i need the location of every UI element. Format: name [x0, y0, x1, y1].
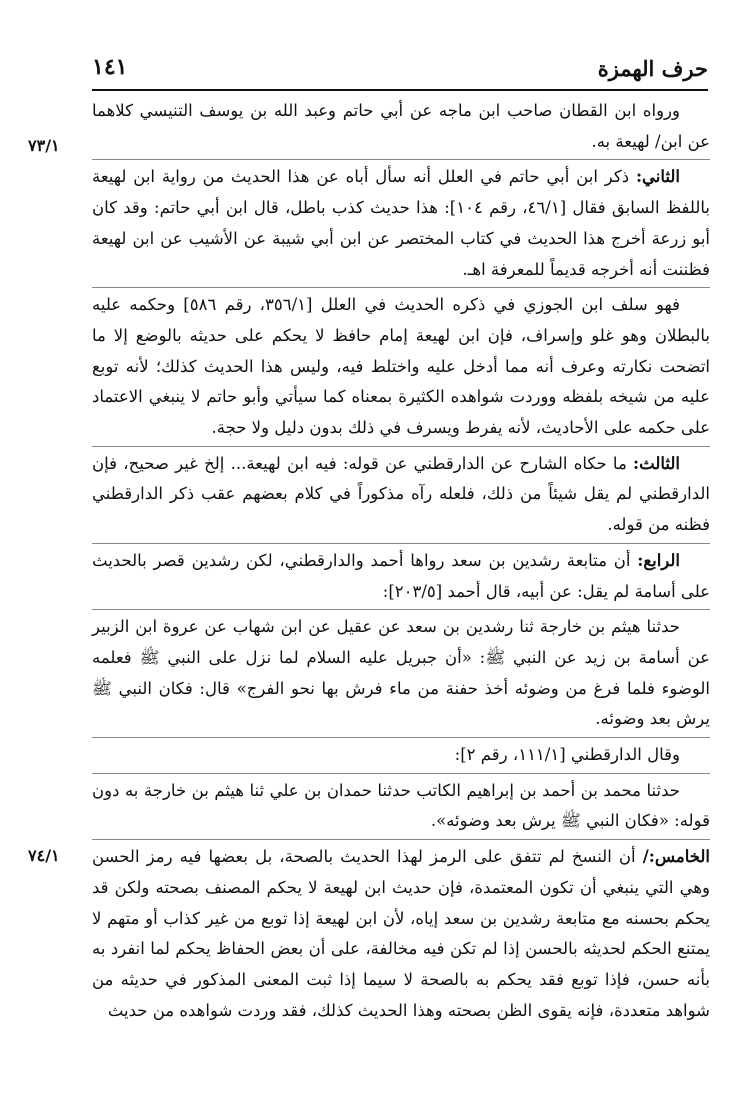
paragraph-4-label: الثالث: — [633, 453, 680, 473]
paragraph-divider — [92, 159, 710, 160]
paragraph-5-text: أن متابعة رشدين بن سعد رواها أحمد والدارقطني، لكن رشدين قصر بالحديث على أسامة لم يقل: عن أبيه، قال أحمد [٢٠٣/٥]: — [92, 550, 710, 601]
main-text — [92, 96, 710, 1026]
paragraph-divider — [92, 737, 710, 738]
paragraph-9 — [92, 842, 710, 1026]
paragraph-2 — [92, 162, 710, 285]
paragraph-7: وقال الدارقطني [١١١/١، رقم ٢]: — [454, 745, 680, 765]
paragraph-divider — [92, 287, 710, 288]
paragraph-8: حدثنا محمد بن أحمد بن إبراهيم الكاتب حدثنا حمدان بن علي ثنا هيثم بن خارجة به دون قوله: «فكان النبي ﷺ يرش بعد وضوئه». — [92, 780, 710, 831]
paragraph-5 — [92, 546, 710, 607]
page-header — [92, 52, 708, 86]
paragraph-2-text: ذكر ابن أبي حاتم في العلل أنه سأل أباه عن هذا الحديث من رواية ابن لهيعة باللفظ السابق فقال [٤٦/١، رقم ١٠٤]: هذا حديث كذب باطل، قال ابن أبي حاتم: وقد كان أبو زرعة أخرج هذا الحديث في كتاب المختصر عن ابن أبي شيبة عن الأشيب عن ابن لهيعة فظننت أنه أخرجه قديماً للمعرفة اهـ. — [92, 167, 710, 279]
paragraph-divider — [92, 446, 710, 447]
chapter-title: حرف الهمزة — [597, 56, 708, 81]
paragraph-6: حدثنا هيثم بن خارجة ثنا رشدين بن سعد عن عقيل عن ابن شهاب عن عروة ابن الزبير عن أسامة بن زيد عن النبي ﷺ: «أن جبريل عليه السلام لما نزل على النبي ﷺ فعلمه الوضوء فلما فرغ من وضوئه أخذ حفنة من ماء فرش بها نحو الفرج» قال: فكان النبي ﷺ يرش بعد وضوئه. — [92, 617, 710, 729]
paragraph-9-text: أن النسخ لم تتفق على الرمز لهذا الحديث بالصحة، بل بعضها فيه رمز الحسن وهي التي ينبغي أن تكون المعتمدة، فإن حديث ابن لهيعة لا يحكم المصنف بصحته ولكن قد يحكم بحسنه مع متابعة رشدين بن سعد إياه، لأن ابن لهيعة إذا توبع من غير كذاب أو متهم لا يمتنع الحكم لحديثه بالحسن إذا لم تكن فيه مخالفة، على أن بعض الحفاظ يحكم لما انفرد به بأنه حسن، فإذا توبع فقد يحكم به بالصحة لا سيما إذا ثبت المعنى المذكور في حديثه من شواهد متعددة، فإنه يقوى الظن بصحته وهذا الحديث كذلك، فقد وردت شواهده من حديث — [92, 847, 710, 1020]
paragraph-divider — [92, 773, 710, 774]
paragraph-divider — [92, 839, 710, 840]
paragraph-4-text: ما حكاه الشارح عن الدارقطني عن قوله: فيه ابن لهيعة... إلخ غير صحيح، فإن الدارقطني لم يقل شيئاً من ذلك، فلعله رآه مذكوراً في كلام بعضهم عقب ذكر الدارقطني فظنه من قوله. — [92, 453, 710, 535]
paragraph-5-label: الرابع: — [637, 550, 680, 570]
paragraph-4 — [92, 449, 710, 541]
margin-note-volume-page-1: ٧٣/١ — [28, 136, 60, 155]
paragraph-1: ورواه ابن القطان صاحب ابن ماجه عن أبي حاتم وعبد الله بن يوسف التنيسي كلاهما عن ابن/ لهيعة به. — [92, 101, 710, 151]
paragraph-3: فهو سلف ابن الجوزي في ذكره الحديث في العلل [٣٥٦/١، رقم ٥٨٦] وحكمه عليه بالبطلان وهو غلو وإسراف، فإن ابن لهيعة إمام حافظ لا يحكم على حديثه بالوضع إلا ما اتضحت نكارته وعرف أنه مما أدخل عليه واختلط فيه، وليس هذا الحديث كذلك؛ لأنه توبع عليه من شيخه بلفظه ووردت شواهده الكثيرة بمعناه كما سيأتي وأبو حاتم لا ينبغي الاعتماد على حكمه على الأحاديث، لأنه يفرط ويسرف في ذلك بدون دليل ولا حجة. — [92, 295, 710, 438]
header-rule — [92, 89, 708, 91]
paragraph-divider — [92, 609, 710, 610]
paragraph-divider — [92, 543, 710, 544]
margin-note-volume-page-2: ٧٤/١ — [28, 846, 60, 865]
paragraph-2-label: الثاني: — [635, 167, 680, 187]
page-number: ١٤١ — [92, 54, 128, 80]
paragraph-9-label: الخامس:/ — [642, 847, 710, 867]
